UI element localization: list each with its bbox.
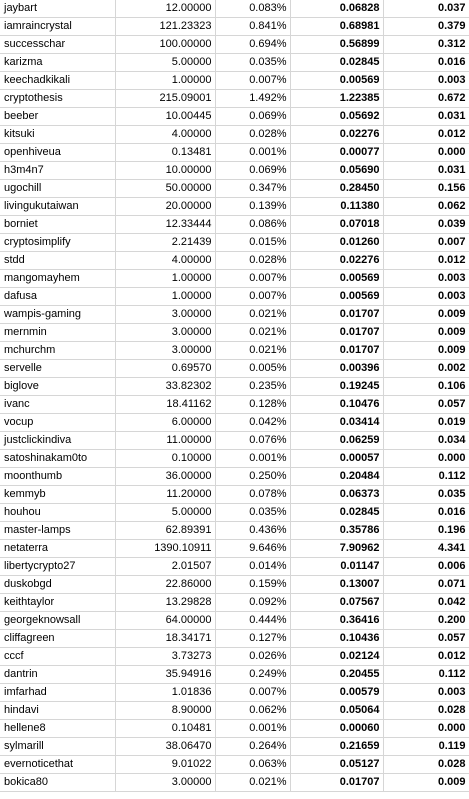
amount-cell[interactable]: 4.00000 — [115, 252, 215, 270]
percent-cell[interactable]: 0.035% — [215, 504, 290, 522]
amount-cell[interactable]: 13.29828 — [115, 594, 215, 612]
percent-cell[interactable]: 0.083% — [215, 0, 290, 18]
value-cell[interactable]: 0.06259 — [290, 432, 383, 450]
table-row — [0, 738, 469, 756]
share-cell[interactable]: 0.106 — [383, 378, 469, 396]
percent-cell[interactable]: 0.069% — [215, 108, 290, 126]
amount-cell[interactable]: 215.09001 — [115, 90, 215, 108]
table-row — [0, 306, 469, 324]
share-cell[interactable]: 0.000 — [383, 450, 469, 468]
value-cell[interactable]: 0.56899 — [290, 36, 383, 54]
name-cell[interactable]: stdd — [0, 252, 115, 270]
amount-cell[interactable]: 12.00000 — [115, 0, 215, 18]
name-cell[interactable]: keithtaylor — [0, 594, 115, 612]
name-cell[interactable]: libertycrypto27 — [0, 558, 115, 576]
value-cell[interactable]: 0.06373 — [290, 486, 383, 504]
name-cell[interactable]: mangomayhem — [0, 270, 115, 288]
name-cell[interactable]: jaybart — [0, 0, 115, 18]
table-row — [0, 162, 469, 180]
percent-cell[interactable]: 0.159% — [215, 576, 290, 594]
name-cell[interactable]: georgeknowsall — [0, 612, 115, 630]
table-row — [0, 540, 469, 558]
name-cell[interactable]: h3m4n7 — [0, 162, 115, 180]
table-row — [0, 468, 469, 486]
percent-cell[interactable]: 0.026% — [215, 648, 290, 666]
amount-cell[interactable]: 0.10000 — [115, 450, 215, 468]
value-cell[interactable]: 0.02845 — [290, 504, 383, 522]
share-cell[interactable]: 0.379 — [383, 18, 469, 36]
table-row — [0, 486, 469, 504]
value-cell[interactable]: 0.19245 — [290, 378, 383, 396]
table-row — [0, 720, 469, 738]
name-cell[interactable]: cliffagreen — [0, 630, 115, 648]
value-cell[interactable]: 0.00579 — [290, 684, 383, 702]
percent-cell[interactable]: 0.005% — [215, 360, 290, 378]
share-cell[interactable]: 0.000 — [383, 144, 469, 162]
name-cell[interactable]: mchurchm — [0, 342, 115, 360]
share-cell[interactable]: 0.006 — [383, 558, 469, 576]
amount-cell[interactable]: 3.00000 — [115, 306, 215, 324]
percent-cell[interactable]: 0.042% — [215, 414, 290, 432]
amount-cell[interactable]: 2.01507 — [115, 558, 215, 576]
name-cell[interactable]: vocup — [0, 414, 115, 432]
percent-cell[interactable]: 0.001% — [215, 720, 290, 738]
amount-cell[interactable]: 36.00000 — [115, 468, 215, 486]
amount-cell[interactable]: 10.00000 — [115, 162, 215, 180]
value-cell[interactable]: 0.35786 — [290, 522, 383, 540]
value-cell[interactable]: 0.00396 — [290, 360, 383, 378]
table-row — [0, 288, 469, 306]
amount-cell[interactable]: 3.00000 — [115, 774, 215, 792]
amount-cell[interactable]: 18.34171 — [115, 630, 215, 648]
amount-cell[interactable]: 11.00000 — [115, 432, 215, 450]
share-cell[interactable]: 0.031 — [383, 108, 469, 126]
name-cell[interactable]: cryptothesis — [0, 90, 115, 108]
percent-cell[interactable]: 0.069% — [215, 162, 290, 180]
percent-cell[interactable]: 0.001% — [215, 144, 290, 162]
percent-cell[interactable]: 0.035% — [215, 54, 290, 72]
percent-cell[interactable]: 0.015% — [215, 234, 290, 252]
amount-cell[interactable]: 5.00000 — [115, 54, 215, 72]
table-row — [0, 576, 469, 594]
share-cell[interactable]: 0.035 — [383, 486, 469, 504]
name-cell[interactable]: cryptosimplify — [0, 234, 115, 252]
amount-cell[interactable]: 6.00000 — [115, 414, 215, 432]
percent-cell[interactable]: 0.021% — [215, 306, 290, 324]
percent-cell[interactable]: 0.028% — [215, 126, 290, 144]
percent-cell[interactable]: 1.492% — [215, 90, 290, 108]
percent-cell[interactable]: 0.264% — [215, 738, 290, 756]
table-row — [0, 522, 469, 540]
table-row — [0, 432, 469, 450]
table-row — [0, 234, 469, 252]
name-cell[interactable]: master-lamps — [0, 522, 115, 540]
value-cell[interactable]: 0.20455 — [290, 666, 383, 684]
value-cell[interactable]: 0.36416 — [290, 612, 383, 630]
amount-cell[interactable]: 1.00000 — [115, 72, 215, 90]
percent-cell[interactable]: 0.127% — [215, 630, 290, 648]
name-cell[interactable]: dafusa — [0, 288, 115, 306]
value-cell[interactable]: 0.05064 — [290, 702, 383, 720]
share-cell[interactable]: 0.112 — [383, 468, 469, 486]
table-row — [0, 108, 469, 126]
table-row — [0, 612, 469, 630]
table-row — [0, 396, 469, 414]
percent-cell[interactable]: 0.092% — [215, 594, 290, 612]
amount-cell[interactable]: 12.33444 — [115, 216, 215, 234]
value-cell[interactable]: 0.00569 — [290, 270, 383, 288]
share-cell[interactable]: 0.007 — [383, 234, 469, 252]
name-cell[interactable]: hindavi — [0, 702, 115, 720]
name-cell[interactable]: hellene8 — [0, 720, 115, 738]
amount-cell[interactable]: 5.00000 — [115, 504, 215, 522]
share-cell[interactable]: 0.009 — [383, 306, 469, 324]
share-cell[interactable]: 0.057 — [383, 396, 469, 414]
name-cell[interactable]: ugochill — [0, 180, 115, 198]
table-row — [0, 702, 469, 720]
percent-cell[interactable]: 0.021% — [215, 324, 290, 342]
name-cell[interactable]: kitsuki — [0, 126, 115, 144]
value-cell[interactable]: 0.00060 — [290, 720, 383, 738]
name-cell[interactable]: cccf — [0, 648, 115, 666]
table-row — [0, 180, 469, 198]
share-cell[interactable]: 0.196 — [383, 522, 469, 540]
table-row — [0, 90, 469, 108]
name-cell[interactable]: netaterra — [0, 540, 115, 558]
table-row — [0, 630, 469, 648]
share-cell[interactable]: 0.012 — [383, 648, 469, 666]
percent-cell[interactable]: 0.078% — [215, 486, 290, 504]
value-cell[interactable]: 0.05692 — [290, 108, 383, 126]
share-cell[interactable]: 0.003 — [383, 72, 469, 90]
percent-cell[interactable]: 0.014% — [215, 558, 290, 576]
table-row — [0, 216, 469, 234]
amount-cell[interactable]: 11.20000 — [115, 486, 215, 504]
amount-cell[interactable]: 4.00000 — [115, 126, 215, 144]
table-row — [0, 54, 469, 72]
amount-cell[interactable]: 8.90000 — [115, 702, 215, 720]
table-row — [0, 126, 469, 144]
table-row — [0, 198, 469, 216]
table-row — [0, 342, 469, 360]
amount-cell[interactable]: 1390.10911 — [115, 540, 215, 558]
value-cell[interactable]: 0.21659 — [290, 738, 383, 756]
value-cell[interactable]: 0.00569 — [290, 72, 383, 90]
percent-cell[interactable]: 0.694% — [215, 36, 290, 54]
value-cell[interactable]: 0.05127 — [290, 756, 383, 774]
share-cell[interactable]: 0.119 — [383, 738, 469, 756]
name-cell[interactable]: moonthumb — [0, 468, 115, 486]
amount-cell[interactable]: 0.69570 — [115, 360, 215, 378]
percent-cell[interactable]: 0.841% — [215, 18, 290, 36]
name-cell[interactable]: ivanc — [0, 396, 115, 414]
share-cell[interactable]: 0.034 — [383, 432, 469, 450]
table-row — [0, 36, 469, 54]
amount-cell[interactable]: 33.82302 — [115, 378, 215, 396]
percent-cell[interactable]: 0.021% — [215, 342, 290, 360]
percent-cell[interactable]: 0.063% — [215, 756, 290, 774]
share-cell[interactable]: 0.156 — [383, 180, 469, 198]
value-cell[interactable]: 0.01707 — [290, 342, 383, 360]
amount-cell[interactable]: 1.00000 — [115, 270, 215, 288]
name-cell[interactable]: satoshinakam0to — [0, 450, 115, 468]
name-cell[interactable]: houhou — [0, 504, 115, 522]
value-cell[interactable]: 7.90962 — [290, 540, 383, 558]
value-cell[interactable]: 0.00569 — [290, 288, 383, 306]
share-cell[interactable]: 0.071 — [383, 576, 469, 594]
table-row — [0, 504, 469, 522]
table-row — [0, 414, 469, 432]
amount-cell[interactable]: 64.00000 — [115, 612, 215, 630]
name-cell[interactable]: bokica80 — [0, 774, 115, 792]
amount-cell[interactable]: 121.23323 — [115, 18, 215, 36]
share-cell[interactable]: 0.028 — [383, 756, 469, 774]
amount-cell[interactable]: 50.00000 — [115, 180, 215, 198]
amount-cell[interactable]: 3.00000 — [115, 342, 215, 360]
percent-cell[interactable]: 0.249% — [215, 666, 290, 684]
table-row — [0, 18, 469, 36]
percent-cell[interactable]: 0.007% — [215, 72, 290, 90]
name-cell[interactable]: successchar — [0, 36, 115, 54]
share-cell[interactable]: 0.062 — [383, 198, 469, 216]
share-cell[interactable]: 0.016 — [383, 504, 469, 522]
table-row — [0, 450, 469, 468]
table-row — [0, 558, 469, 576]
name-cell[interactable]: justclickindiva — [0, 432, 115, 450]
percent-cell[interactable]: 0.128% — [215, 396, 290, 414]
percent-cell[interactable]: 0.007% — [215, 684, 290, 702]
value-cell[interactable]: 0.00057 — [290, 450, 383, 468]
name-cell[interactable]: evernoticethat — [0, 756, 115, 774]
percent-cell[interactable]: 0.086% — [215, 216, 290, 234]
share-cell[interactable]: 0.003 — [383, 270, 469, 288]
value-cell[interactable]: 0.28450 — [290, 180, 383, 198]
name-cell[interactable]: sylmarill — [0, 738, 115, 756]
percent-cell[interactable]: 0.062% — [215, 702, 290, 720]
table-row — [0, 774, 469, 792]
amount-cell[interactable]: 38.06470 — [115, 738, 215, 756]
share-cell[interactable]: 4.341 — [383, 540, 469, 558]
table-row — [0, 684, 469, 702]
value-cell[interactable]: 0.07018 — [290, 216, 383, 234]
name-cell[interactable]: keechadkikali — [0, 72, 115, 90]
value-cell[interactable]: 0.07567 — [290, 594, 383, 612]
value-cell[interactable]: 0.01707 — [290, 774, 383, 792]
name-cell[interactable]: biglove — [0, 378, 115, 396]
name-cell[interactable]: wampis-gaming — [0, 306, 115, 324]
share-cell[interactable]: 0.057 — [383, 630, 469, 648]
value-cell[interactable]: 0.00077 — [290, 144, 383, 162]
percent-cell[interactable]: 0.001% — [215, 450, 290, 468]
value-cell[interactable]: 0.01707 — [290, 324, 383, 342]
share-cell[interactable]: 0.672 — [383, 90, 469, 108]
table-row — [0, 270, 469, 288]
table-row — [0, 666, 469, 684]
share-cell[interactable]: 0.003 — [383, 288, 469, 306]
value-cell[interactable]: 0.10436 — [290, 630, 383, 648]
table-row — [0, 594, 469, 612]
amount-cell[interactable]: 1.00000 — [115, 288, 215, 306]
value-cell[interactable]: 0.68981 — [290, 18, 383, 36]
share-cell[interactable]: 0.031 — [383, 162, 469, 180]
value-cell[interactable]: 0.03414 — [290, 414, 383, 432]
value-cell[interactable]: 0.10476 — [290, 396, 383, 414]
table-row — [0, 72, 469, 90]
amount-cell[interactable]: 1.01836 — [115, 684, 215, 702]
amount-cell[interactable]: 22.86000 — [115, 576, 215, 594]
percent-cell[interactable]: 0.235% — [215, 378, 290, 396]
name-cell[interactable]: imfarhad — [0, 684, 115, 702]
amount-cell[interactable]: 0.13481 — [115, 144, 215, 162]
share-cell[interactable]: 0.037 — [383, 0, 469, 18]
name-cell[interactable]: beeber — [0, 108, 115, 126]
value-cell[interactable]: 0.06828 — [290, 0, 383, 18]
amount-cell[interactable]: 35.94916 — [115, 666, 215, 684]
table-row — [0, 144, 469, 162]
name-cell[interactable]: borniet — [0, 216, 115, 234]
table-row — [0, 252, 469, 270]
share-cell[interactable]: 0.039 — [383, 216, 469, 234]
share-cell[interactable]: 0.003 — [383, 684, 469, 702]
table-row — [0, 378, 469, 396]
share-cell[interactable]: 0.009 — [383, 774, 469, 792]
amount-cell[interactable]: 100.00000 — [115, 36, 215, 54]
percent-cell[interactable]: 0.007% — [215, 288, 290, 306]
name-cell[interactable]: duskobgd — [0, 576, 115, 594]
table-row — [0, 648, 469, 666]
name-cell[interactable]: openhiveua — [0, 144, 115, 162]
amount-cell[interactable]: 10.00445 — [115, 108, 215, 126]
percent-cell[interactable]: 0.028% — [215, 252, 290, 270]
table-row — [0, 0, 469, 18]
value-cell[interactable]: 0.02276 — [290, 126, 383, 144]
percent-cell[interactable]: 0.444% — [215, 612, 290, 630]
percent-cell[interactable]: 0.436% — [215, 522, 290, 540]
amount-cell[interactable]: 18.41162 — [115, 396, 215, 414]
name-cell[interactable]: iamraincrystal — [0, 18, 115, 36]
share-cell[interactable]: 0.312 — [383, 36, 469, 54]
share-cell[interactable]: 0.012 — [383, 126, 469, 144]
name-cell[interactable]: karizma — [0, 54, 115, 72]
amount-cell[interactable]: 9.01022 — [115, 756, 215, 774]
value-cell[interactable]: 0.02845 — [290, 54, 383, 72]
share-cell[interactable]: 0.016 — [383, 54, 469, 72]
share-cell[interactable]: 0.012 — [383, 252, 469, 270]
value-cell[interactable]: 0.13007 — [290, 576, 383, 594]
percent-cell[interactable]: 0.007% — [215, 270, 290, 288]
amount-cell[interactable]: 0.10481 — [115, 720, 215, 738]
name-cell[interactable]: livingukutaiwan — [0, 198, 115, 216]
value-cell[interactable]: 0.02276 — [290, 252, 383, 270]
share-cell[interactable]: 0.002 — [383, 360, 469, 378]
name-cell[interactable]: dantrin — [0, 666, 115, 684]
amount-cell[interactable]: 3.00000 — [115, 324, 215, 342]
table-row — [0, 360, 469, 378]
percent-cell[interactable]: 0.347% — [215, 180, 290, 198]
value-cell[interactable]: 0.01707 — [290, 306, 383, 324]
percent-cell[interactable]: 9.646% — [215, 540, 290, 558]
name-cell[interactable]: servelle — [0, 360, 115, 378]
value-cell[interactable]: 0.02124 — [290, 648, 383, 666]
amount-cell[interactable]: 2.21439 — [115, 234, 215, 252]
amount-cell[interactable]: 62.89391 — [115, 522, 215, 540]
share-cell[interactable]: 0.009 — [383, 342, 469, 360]
share-cell[interactable]: 0.028 — [383, 702, 469, 720]
percent-cell[interactable]: 0.139% — [215, 198, 290, 216]
value-cell[interactable]: 0.05690 — [290, 162, 383, 180]
name-cell[interactable]: mernmin — [0, 324, 115, 342]
share-cell[interactable]: 0.112 — [383, 666, 469, 684]
value-cell[interactable]: 0.20484 — [290, 468, 383, 486]
share-cell[interactable]: 0.019 — [383, 414, 469, 432]
percent-cell[interactable]: 0.250% — [215, 468, 290, 486]
table-row — [0, 324, 469, 342]
share-cell[interactable]: 0.042 — [383, 594, 469, 612]
name-cell[interactable]: kemmyb — [0, 486, 115, 504]
amount-cell[interactable]: 3.73273 — [115, 648, 215, 666]
value-cell[interactable]: 0.11380 — [290, 198, 383, 216]
table-row — [0, 756, 469, 774]
value-cell[interactable]: 1.22385 — [290, 90, 383, 108]
share-cell[interactable]: 0.200 — [383, 612, 469, 630]
percent-cell[interactable]: 0.021% — [215, 774, 290, 792]
value-cell[interactable]: 0.01147 — [290, 558, 383, 576]
value-cell[interactable]: 0.01260 — [290, 234, 383, 252]
share-cell[interactable]: 0.000 — [383, 720, 469, 738]
amount-cell[interactable]: 20.00000 — [115, 198, 215, 216]
percent-cell[interactable]: 0.076% — [215, 432, 290, 450]
share-cell[interactable]: 0.009 — [383, 324, 469, 342]
